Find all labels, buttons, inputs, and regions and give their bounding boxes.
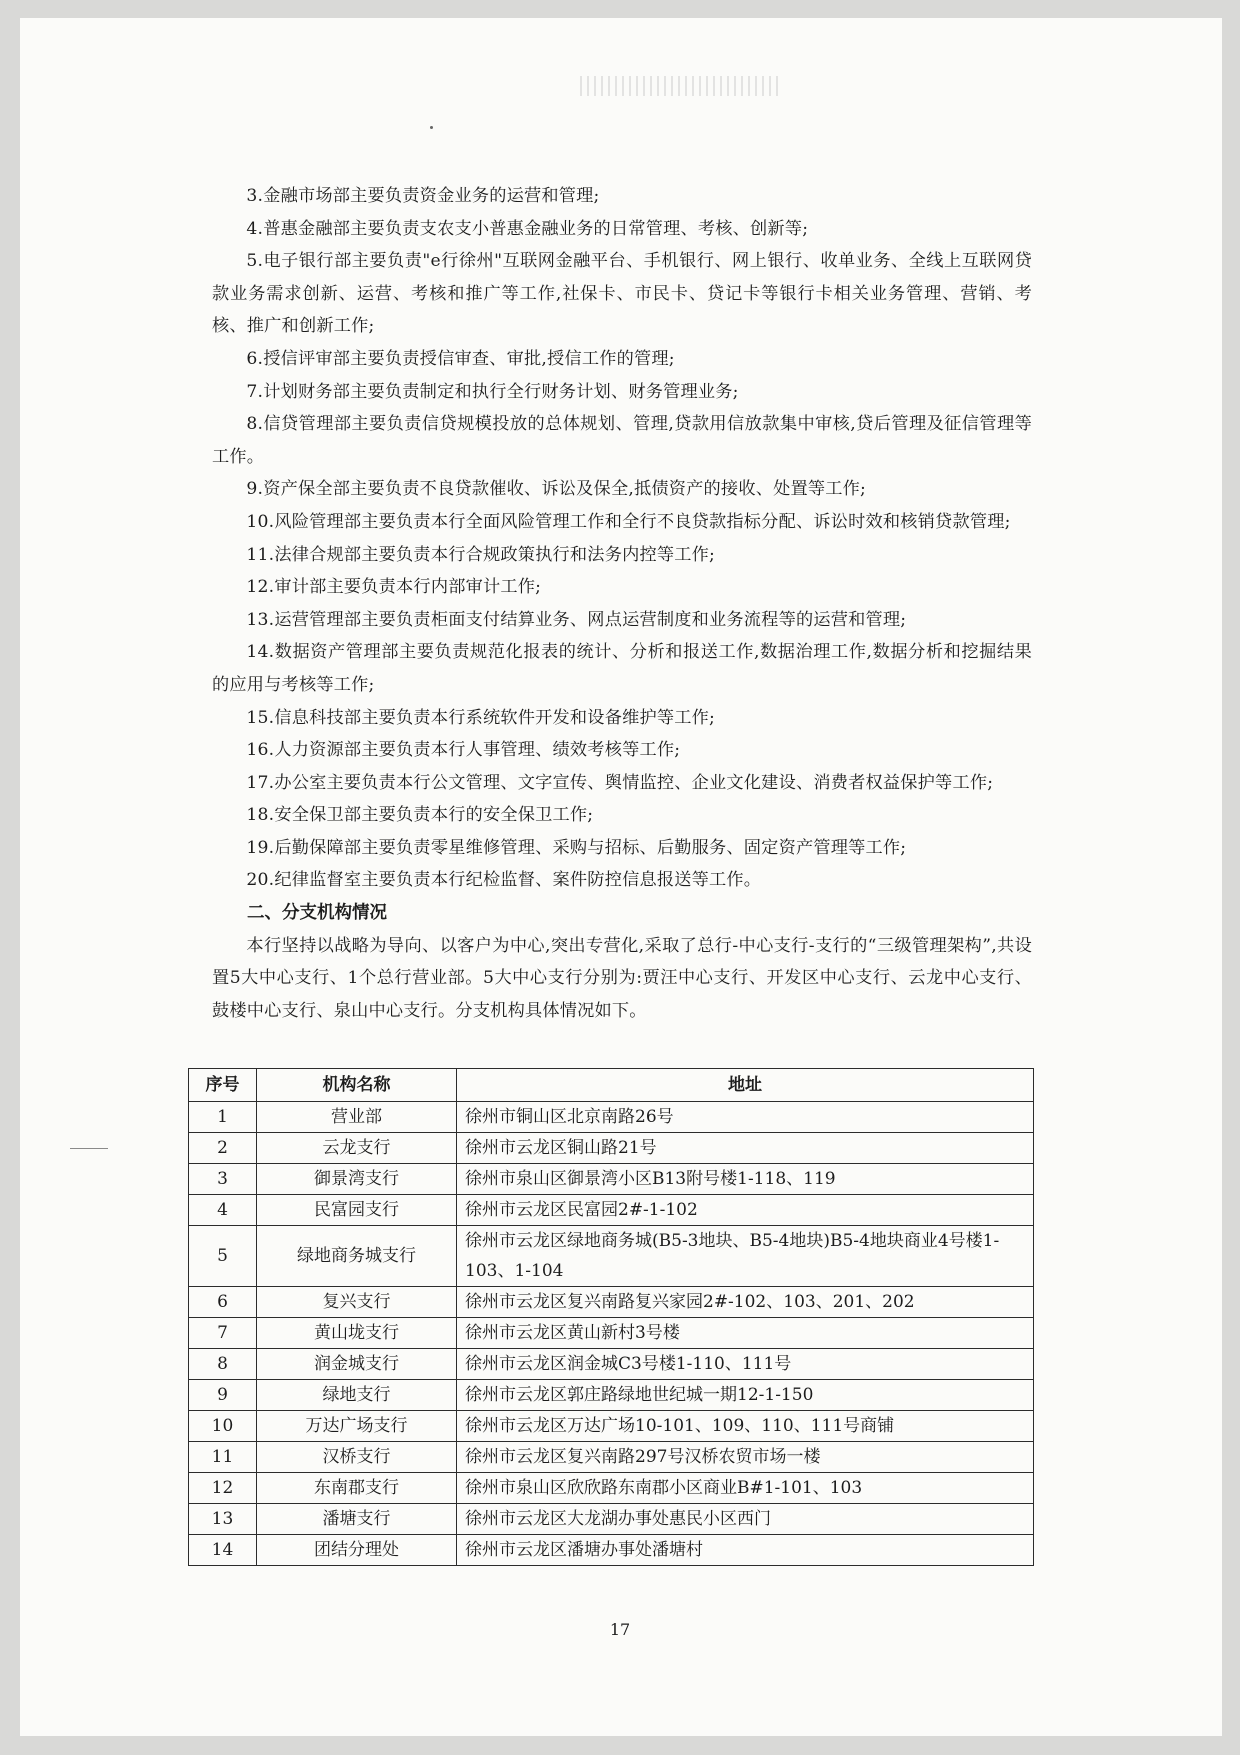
row-number: 9 bbox=[189, 1380, 257, 1411]
row-number: 6 bbox=[189, 1287, 257, 1318]
branch-address: 徐州市云龙区万达广场10-101、109、110、111号商铺 bbox=[457, 1411, 1034, 1442]
table-row bbox=[189, 1195, 1034, 1226]
paragraph: 13.运营管理部主要负责柜面支付结算业务、网点运营制度和业务流程等的运营和管理; bbox=[246, 609, 907, 630]
table-row bbox=[189, 1349, 1034, 1380]
body-text bbox=[212, 180, 1032, 1027]
branch-address: 徐州市云龙区大龙湖办事处惠民小区西门 bbox=[457, 1504, 1034, 1535]
branch-address: 徐州市泉山区欣欣路东南郡小区商业B#1-101、103 bbox=[457, 1473, 1034, 1504]
paragraph: 6.授信评审部主要负责授信审查、审批,授信工作的管理; bbox=[246, 348, 675, 369]
scan-speck bbox=[430, 126, 433, 129]
paragraph: 15.信息科技部主要负责本行系统软件开发和设备维护等工作; bbox=[246, 707, 716, 728]
row-number: 3 bbox=[189, 1164, 257, 1195]
table-row bbox=[189, 1164, 1034, 1195]
table-row bbox=[189, 1102, 1034, 1133]
row-number: 12 bbox=[189, 1473, 257, 1504]
paragraph: 3.金融市场部主要负责资金业务的运营和管理; bbox=[246, 186, 600, 206]
row-number: 10 bbox=[189, 1411, 257, 1442]
table-header-row bbox=[189, 1069, 1034, 1102]
paragraph: 18.安全保卫部主要负责本行的安全保卫工作; bbox=[246, 805, 594, 826]
scan-artifact bbox=[580, 76, 780, 96]
branch-name: 营业部 bbox=[257, 1102, 457, 1133]
branch-address: 徐州市云龙区润金城C3号楼1-110、111号 bbox=[457, 1349, 1034, 1380]
row-number: 13 bbox=[189, 1504, 257, 1535]
branch-name: 汉桥支行 bbox=[257, 1442, 457, 1473]
branch-address: 徐州市云龙区民富园2#-1-102 bbox=[457, 1195, 1034, 1226]
paragraph: 5.电子银行部主要负责"e行徐州"互联网金融平台、手机银行、网上银行、收单业务、全线上互联网贷款业务需求创新、运营、考核和推广等工作,社保卡、市民卡、贷记卡等银行卡相关业务管理、营销、考核、推广和创新工作; bbox=[212, 251, 1032, 337]
header-branch-name: 机构名称 bbox=[257, 1069, 457, 1102]
table-row bbox=[189, 1318, 1034, 1349]
branch-address: 徐州市云龙区铜山路21号 bbox=[457, 1133, 1034, 1164]
branch-name: 云龙支行 bbox=[257, 1133, 457, 1164]
branch-name: 民富园支行 bbox=[257, 1195, 457, 1226]
branch-name: 万达广场支行 bbox=[257, 1411, 457, 1442]
branch-name: 复兴支行 bbox=[257, 1287, 457, 1318]
table-row bbox=[189, 1411, 1034, 1442]
header-number: 序号 bbox=[189, 1069, 257, 1102]
table-row bbox=[189, 1473, 1034, 1504]
branch-name: 团结分理处 bbox=[257, 1535, 457, 1566]
table-row bbox=[189, 1380, 1034, 1411]
branch-name: 潘塘支行 bbox=[257, 1504, 457, 1535]
branch-address: 徐州市云龙区复兴南路复兴家园2#-102、103、201、202 bbox=[457, 1287, 1034, 1318]
paragraph: 19.后勤保障部主要负责零星维修管理、采购与招标、后勤服务、固定资产管理等工作; bbox=[246, 837, 907, 858]
table-row bbox=[189, 1133, 1034, 1164]
paragraph: 9.资产保全部主要负责不良贷款催收、诉讼及保全,抵债资产的接收、处置等工作; bbox=[246, 479, 867, 500]
branch-address: 徐州市泉山区御景湾小区B13附号楼1-118、119 bbox=[457, 1164, 1034, 1195]
branch-address: 徐州市云龙区绿地商务城(B5-3地块、B5-4地块)B5-4地块商业4号楼1-103、1-104 bbox=[457, 1226, 1034, 1287]
paragraph: 8.信贷管理部主要负责信贷规模投放的总体规划、管理,贷款用信放款集中审核,贷后管理及征信管理等工作。 bbox=[212, 414, 1032, 467]
branch-name: 御景湾支行 bbox=[257, 1164, 457, 1195]
branch-name: 绿地支行 bbox=[257, 1380, 457, 1411]
table-row bbox=[189, 1442, 1034, 1473]
row-number: 7 bbox=[189, 1318, 257, 1349]
branch-name: 东南郡支行 bbox=[257, 1473, 457, 1504]
branch-table bbox=[188, 1068, 1034, 1566]
paragraph: 11.法律合规部主要负责本行合规政策执行和法务内控等工作; bbox=[246, 544, 716, 565]
branch-name: 绿地商务城支行 bbox=[257, 1226, 457, 1287]
row-number: 5 bbox=[189, 1226, 257, 1287]
scan-mark bbox=[70, 1148, 108, 1149]
paragraph: 16.人力资源部主要负责本行人事管理、绩效考核等工作; bbox=[246, 740, 681, 761]
table-row bbox=[189, 1535, 1034, 1566]
paragraph: 17.办公室主要负责本行公文管理、文字宣传、舆情监控、企业文化建设、消费者权益保护等工作; bbox=[246, 772, 994, 793]
row-number: 11 bbox=[189, 1442, 257, 1473]
row-number: 4 bbox=[189, 1195, 257, 1226]
branch-name: 润金城支行 bbox=[257, 1349, 457, 1380]
branch-address: 徐州市云龙区黄山新村3号楼 bbox=[457, 1318, 1034, 1349]
row-number: 1 bbox=[189, 1102, 257, 1133]
paragraph: 7.计划财务部主要负责制定和执行全行财务计划、财务管理业务; bbox=[246, 381, 739, 402]
table-row bbox=[189, 1504, 1034, 1535]
branch-address: 徐州市云龙区复兴南路297号汉桥农贸市场一楼 bbox=[457, 1442, 1034, 1473]
row-number: 2 bbox=[189, 1133, 257, 1164]
branch-address: 徐州市云龙区潘塘办事处潘塘村 bbox=[457, 1535, 1034, 1566]
page-number: 17 bbox=[609, 1620, 631, 1639]
paragraph: 20.纪律监督室主要负责本行纪检监督、案件防控信息报送等工作。 bbox=[246, 870, 762, 891]
row-number: 14 bbox=[189, 1535, 257, 1566]
paragraph: 12.审计部主要负责本行内部审计工作; bbox=[246, 577, 542, 598]
branch-name: 黄山垅支行 bbox=[257, 1318, 457, 1349]
branch-address: 徐州市云龙区郭庄路绿地世纪城一期12-1-150 bbox=[457, 1380, 1034, 1411]
section-heading: 二、分支机构情况 bbox=[247, 903, 387, 924]
paragraph: 10.风险管理部主要负责本行全面风险管理工作和全行不良贷款指标分配、诉讼时效和核销贷款管理; bbox=[246, 511, 1011, 532]
table-row bbox=[189, 1226, 1034, 1287]
section-intro: 本行坚持以战略为导向、以客户为中心,突出专营化,采取了总行-中心支行-支行的“三级管理架构”,共设置5大中心支行、1个总行营业部。5大中心支行分别为:贾汪中心支行、开发区中心支行、云龙中心支行、鼓楼中心支行、泉山中心支行。分支机构具体情况如下。 bbox=[212, 935, 1032, 1021]
paragraph: 4.普惠金融部主要负责支农支小普惠金融业务的日常管理、考核、创新等; bbox=[246, 218, 809, 239]
table-row bbox=[189, 1287, 1034, 1318]
header-address: 地址 bbox=[457, 1069, 1034, 1102]
paragraph: 14.数据资产管理部主要负责规范化报表的统计、分析和报送工作,数据治理工作,数据分析和挖掘结果的应用与考核等工作; bbox=[212, 642, 1032, 695]
branch-address: 徐州市铜山区北京南路26号 bbox=[457, 1102, 1034, 1133]
row-number: 8 bbox=[189, 1349, 257, 1380]
